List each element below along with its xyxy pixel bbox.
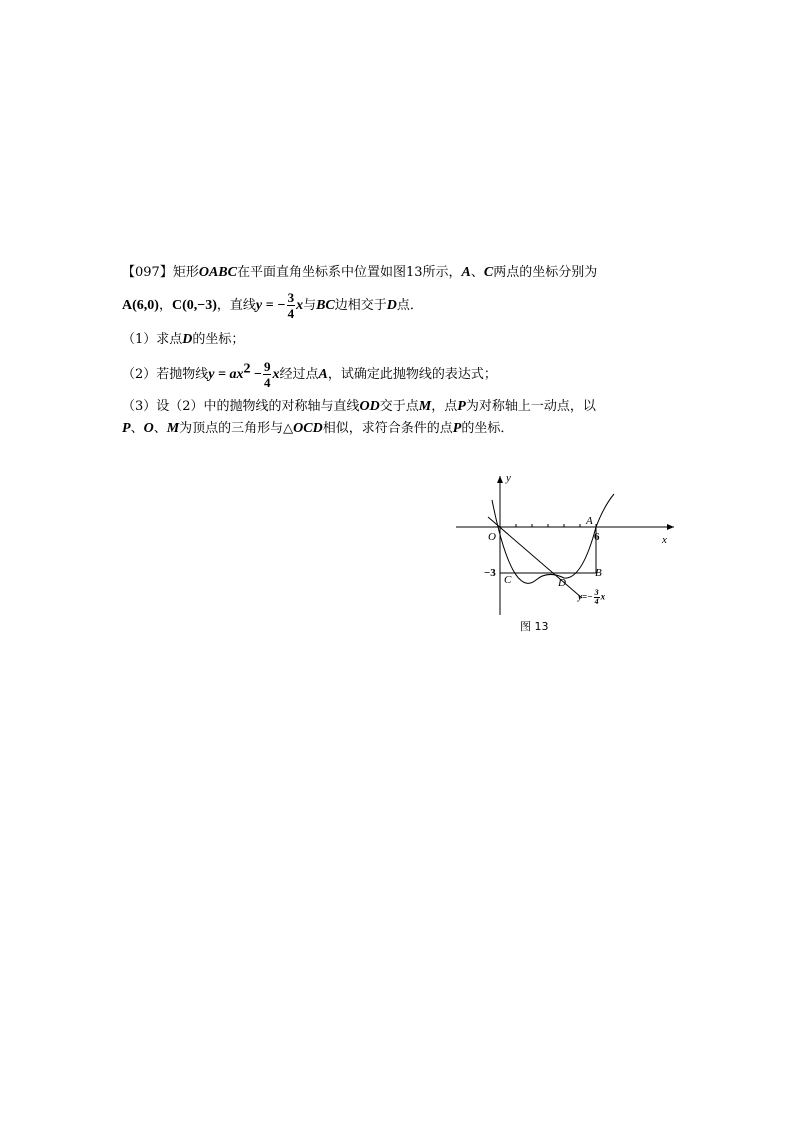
triangle-label: OCD [293,421,323,436]
text-segment: 为对称轴上一动点，以 [465,399,596,414]
equation-part: y = ax [208,367,244,382]
text-segment: 、 [153,421,167,436]
text-segment: （3）设（2）中的抛物线的对称轴与直线 [122,399,360,414]
point-label: M [418,399,432,414]
fraction [287,290,296,321]
coord-A: A(6,0) [122,298,159,313]
point-label: A [461,265,471,280]
eq-denominator: 4 [594,597,599,606]
text-segment: 的坐标； [192,332,245,347]
label-six: 6 [594,531,600,543]
text-segment: 经过点 [279,367,319,382]
problem-text [122,262,682,436]
text-segment: 边相交于 [334,298,387,313]
text-segment: 矩形 [172,265,199,280]
exponent: 2 [243,361,251,377]
text-segment: 为顶点的三角形与△ [179,421,294,436]
fraction [263,359,272,390]
point-label: C [483,265,494,280]
figure-svg [452,470,682,640]
text-segment: 点． [396,298,423,313]
point-label: D [182,332,193,347]
point-label: O [143,421,154,436]
label-point-b: B [595,567,602,579]
figure-caption: 图 13 [520,620,549,633]
eq-sign: =− [582,591,593,602]
eq-x: x [600,591,606,602]
fraction-denominator: 4 [287,306,295,321]
text-segment: 相似，求符合条件的点 [322,421,453,436]
fraction-numerator: 3 [287,290,295,305]
eq-y: y [578,591,582,602]
text-segment: 在平面直角坐标系中位置如图13所示， [236,265,462,280]
text-segment: 两点的坐标分别为 [493,265,598,280]
eq-fraction [594,589,600,606]
question-2 [122,359,682,390]
eq-numerator: 3 [594,588,599,597]
line-od [488,517,582,598]
text-segment: （2）若抛物线 [122,367,209,382]
coord-C: C(0,−3) [171,298,217,313]
label-y-axis: y [506,472,511,484]
segment-label: OD [359,399,380,414]
text-segment: 交于点 [379,399,419,414]
text-segment: 的坐标． [461,421,514,436]
problem-line-2 [122,290,682,321]
text-segment: （1）求点 [122,332,183,347]
equation-part: x [296,298,304,313]
figure-13 [452,470,682,640]
point-label: D [386,298,397,313]
point-label: A [318,367,328,382]
point-label: M [166,421,180,436]
rect-name: OABC [198,265,237,280]
label-origin: O [488,531,496,543]
text-segment: 、 [130,421,144,436]
fraction-denominator: 4 [263,375,271,390]
text-segment: 与 [303,298,317,313]
text-segment: ，点 [431,399,458,414]
text-segment: 、 [470,265,484,280]
text-segment: ， [158,298,172,313]
label-point-c: C [504,574,512,586]
line-equation-label [578,589,605,606]
text-segment: ，试确定此抛物线的表达式； [327,367,497,382]
equation-part: x [272,367,280,382]
point-label: P [452,421,462,436]
segment-label: BC [316,298,335,313]
label-x-axis: x [662,534,667,546]
question-1 [122,329,682,351]
equation-part: − [250,367,262,382]
equation-part: y = − [255,298,286,313]
label-point-d: D [558,577,566,589]
point-label: P [122,421,131,436]
label-point-a: A [586,515,593,527]
label-neg-three: −3 [484,567,496,579]
problem-line-1 [122,262,682,284]
text-segment: ，直线 [216,298,256,313]
fraction-numerator: 9 [263,359,271,374]
question-3-continued [122,418,682,440]
question-3 [122,396,682,418]
point-label: P [457,399,466,414]
problem-number: 【097】 [122,265,173,280]
